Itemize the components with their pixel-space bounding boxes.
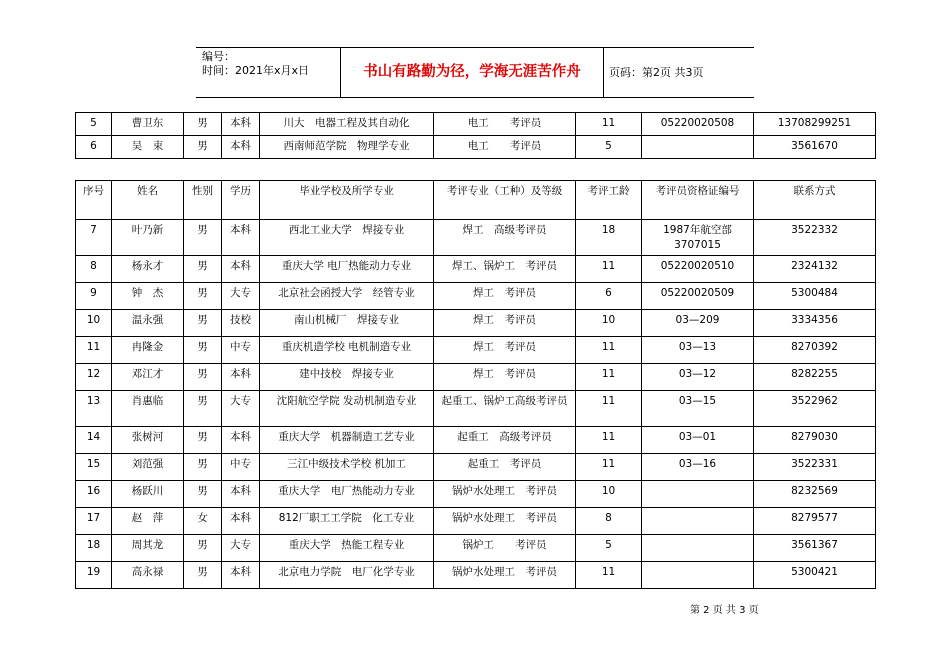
cell-index: 9 bbox=[76, 283, 112, 310]
cell-gender: 男 bbox=[184, 310, 222, 337]
cell-specialty: 焊工 考评员 bbox=[434, 364, 576, 391]
cell-specialty: 锅炉水处理工 考评员 bbox=[434, 508, 576, 535]
cell-contact: 3561367 bbox=[754, 535, 876, 562]
cell-gender: 男 bbox=[184, 136, 222, 159]
table-row bbox=[76, 256, 876, 283]
cell-specialty: 电工 考评员 bbox=[434, 113, 576, 136]
cell-contact: 3522331 bbox=[754, 454, 876, 481]
table-row bbox=[76, 337, 876, 364]
cell-name: 钟 杰 bbox=[112, 283, 184, 310]
cell-years: 8 bbox=[576, 508, 642, 535]
cell-index: 10 bbox=[76, 310, 112, 337]
cell-gender: 男 bbox=[184, 535, 222, 562]
table-row bbox=[76, 283, 876, 310]
cell-cert-number bbox=[642, 535, 754, 562]
cell-cert-number bbox=[642, 481, 754, 508]
cell-name: 邓江才 bbox=[112, 364, 184, 391]
cell-education: 本科 bbox=[222, 562, 260, 589]
cell-gender: 男 bbox=[184, 337, 222, 364]
cell-school-major: 沈阳航空学院 发动机制造专业 bbox=[260, 391, 434, 427]
cell-school-major: 建中技校 焊接专业 bbox=[260, 364, 434, 391]
cell-school-major: 重庆大学 机器制造工艺专业 bbox=[260, 427, 434, 454]
cell-contact: 3522962 bbox=[754, 391, 876, 427]
table-header-row bbox=[76, 181, 876, 220]
cell-index: 12 bbox=[76, 364, 112, 391]
cell-cert-number: 03—13 bbox=[642, 337, 754, 364]
cell-education: 技校 bbox=[222, 310, 260, 337]
column-header: 毕业学校及所学专业 bbox=[260, 181, 434, 220]
cell-gender: 男 bbox=[184, 562, 222, 589]
cell-index: 15 bbox=[76, 454, 112, 481]
table-top bbox=[75, 112, 876, 159]
cell-name: 吴 束 bbox=[112, 136, 184, 159]
cell-gender: 男 bbox=[184, 113, 222, 136]
cell-cert-number: 03—12 bbox=[642, 364, 754, 391]
table-row bbox=[76, 427, 876, 454]
cell-specialty: 起重工 考评员 bbox=[434, 454, 576, 481]
cell-cert-number: 03—01 bbox=[642, 427, 754, 454]
cell-gender: 男 bbox=[184, 220, 222, 256]
cell-index: 19 bbox=[76, 562, 112, 589]
cell-education: 本科 bbox=[222, 427, 260, 454]
column-header: 性别 bbox=[184, 181, 222, 220]
cell-name: 刘范强 bbox=[112, 454, 184, 481]
cell-education: 大专 bbox=[222, 535, 260, 562]
cell-name: 周其龙 bbox=[112, 535, 184, 562]
cell-name: 肖惠临 bbox=[112, 391, 184, 427]
cell-specialty: 起重工、锅炉工高级考评员 bbox=[434, 391, 576, 427]
table-row bbox=[76, 113, 876, 136]
cell-name: 温永强 bbox=[112, 310, 184, 337]
cell-specialty: 锅炉工 考评员 bbox=[434, 535, 576, 562]
cell-gender: 男 bbox=[184, 283, 222, 310]
cell-cert-number: 05220020509 bbox=[642, 283, 754, 310]
cell-years: 5 bbox=[576, 136, 642, 159]
table-row bbox=[76, 481, 876, 508]
cell-specialty: 焊工、锅炉工 考评员 bbox=[434, 256, 576, 283]
page-number-label: 页码：第2页 共3页 bbox=[609, 66, 704, 79]
cell-education: 中专 bbox=[222, 454, 260, 481]
cell-specialty: 焊工 考评员 bbox=[434, 310, 576, 337]
cell-years: 10 bbox=[576, 310, 642, 337]
cell-cert-number: 05220020510 bbox=[642, 256, 754, 283]
column-header: 考评工龄 bbox=[576, 181, 642, 220]
cell-index: 16 bbox=[76, 481, 112, 508]
column-header: 学历 bbox=[222, 181, 260, 220]
cell-contact: 3561670 bbox=[754, 136, 876, 159]
cell-index: 6 bbox=[76, 136, 112, 159]
cell-specialty: 电工 考评员 bbox=[434, 136, 576, 159]
cell-education: 大专 bbox=[222, 283, 260, 310]
cell-contact: 13708299251 bbox=[754, 113, 876, 136]
cell-education: 本科 bbox=[222, 508, 260, 535]
cell-gender: 男 bbox=[184, 427, 222, 454]
table-row bbox=[76, 391, 876, 427]
cell-years: 11 bbox=[576, 256, 642, 283]
cell-contact: 8232569 bbox=[754, 481, 876, 508]
cell-index: 8 bbox=[76, 256, 112, 283]
cell-school-major: 川大 电器工程及其自动化 bbox=[260, 113, 434, 136]
cell-name: 叶乃新 bbox=[112, 220, 184, 256]
cell-name: 曹卫东 bbox=[112, 113, 184, 136]
column-header: 考评专业（工种）及等级 bbox=[434, 181, 576, 220]
cell-years: 11 bbox=[576, 454, 642, 481]
cell-school-major: 南山机械厂 焊接专业 bbox=[260, 310, 434, 337]
cell-education: 本科 bbox=[222, 481, 260, 508]
cell-name: 赵 萍 bbox=[112, 508, 184, 535]
cell-years: 6 bbox=[576, 283, 642, 310]
cell-specialty: 焊工 考评员 bbox=[434, 337, 576, 364]
cell-school-major: 三江中级技术学校 机加工 bbox=[260, 454, 434, 481]
cell-name: 杨永才 bbox=[112, 256, 184, 283]
cell-years: 11 bbox=[576, 391, 642, 427]
cell-years: 10 bbox=[576, 481, 642, 508]
cell-contact: 3334356 bbox=[754, 310, 876, 337]
cell-specialty: 焊工 考评员 bbox=[434, 283, 576, 310]
cell-years: 11 bbox=[576, 562, 642, 589]
cell-education: 中专 bbox=[222, 337, 260, 364]
cell-cert-number: 1987年航空部3707015 bbox=[642, 220, 754, 256]
cell-education: 本科 bbox=[222, 256, 260, 283]
cell-education: 本科 bbox=[222, 113, 260, 136]
cell-cert-number: 05220020508 bbox=[642, 113, 754, 136]
cell-school-major: 重庆大学 热能工程专业 bbox=[260, 535, 434, 562]
cell-education: 本科 bbox=[222, 220, 260, 256]
page-footer: 第 2 页 共 3 页 bbox=[690, 605, 759, 616]
cell-school-major: 西北工业大学 焊接专业 bbox=[260, 220, 434, 256]
column-header: 联系方式 bbox=[754, 181, 876, 220]
cell-index: 13 bbox=[76, 391, 112, 427]
cell-index: 14 bbox=[76, 427, 112, 454]
cell-contact: 8279577 bbox=[754, 508, 876, 535]
page-header bbox=[196, 47, 754, 98]
cell-years: 18 bbox=[576, 220, 642, 256]
header-motto: 书山有路勤为径，学海无涯苦作舟 bbox=[340, 48, 604, 97]
cell-specialty: 锅炉水处理工 考评员 bbox=[434, 562, 576, 589]
cell-school-major: 重庆机造学校 电机制造专业 bbox=[260, 337, 434, 364]
cell-index: 7 bbox=[76, 220, 112, 256]
table-row bbox=[76, 220, 876, 256]
cell-contact: 8270392 bbox=[754, 337, 876, 364]
cell-name: 高永禄 bbox=[112, 562, 184, 589]
cell-gender: 男 bbox=[184, 391, 222, 427]
cell-contact: 8279030 bbox=[754, 427, 876, 454]
cell-years: 11 bbox=[576, 427, 642, 454]
cell-school-major: 812厂职工工学院 化工专业 bbox=[260, 508, 434, 535]
column-header: 姓名 bbox=[112, 181, 184, 220]
cell-gender: 男 bbox=[184, 481, 222, 508]
cell-school-major: 重庆大学 电厂热能动力专业 bbox=[260, 256, 434, 283]
table-row bbox=[76, 310, 876, 337]
cell-index: 11 bbox=[76, 337, 112, 364]
cell-school-major: 北京电力学院 电厂化学专业 bbox=[260, 562, 434, 589]
table-row bbox=[76, 136, 876, 159]
cell-specialty: 起重工 高级考评员 bbox=[434, 427, 576, 454]
cell-contact: 8282255 bbox=[754, 364, 876, 391]
table-row bbox=[76, 364, 876, 391]
cell-name: 杨跃川 bbox=[112, 481, 184, 508]
cell-contact: 5300484 bbox=[754, 283, 876, 310]
cell-gender: 男 bbox=[184, 364, 222, 391]
column-header: 序号 bbox=[76, 181, 112, 220]
cell-index: 17 bbox=[76, 508, 112, 535]
serial-label: 编号： bbox=[202, 50, 235, 63]
cell-contact: 3522332 bbox=[754, 220, 876, 256]
cell-name: 冉隆金 bbox=[112, 337, 184, 364]
cell-index: 18 bbox=[76, 535, 112, 562]
cell-years: 11 bbox=[576, 364, 642, 391]
cell-cert-number: 03—15 bbox=[642, 391, 754, 427]
table-row bbox=[76, 535, 876, 562]
cell-school-major: 重庆大学 电厂热能动力专业 bbox=[260, 481, 434, 508]
column-header: 考评员资格证编号 bbox=[642, 181, 754, 220]
cell-cert-number bbox=[642, 508, 754, 535]
table-row bbox=[76, 508, 876, 535]
cell-years: 11 bbox=[576, 113, 642, 136]
table-main bbox=[75, 180, 876, 589]
cell-years: 11 bbox=[576, 337, 642, 364]
cell-years: 5 bbox=[576, 535, 642, 562]
cell-cert-number bbox=[642, 562, 754, 589]
cell-cert-number bbox=[642, 136, 754, 159]
cell-specialty: 锅炉水处理工 考评员 bbox=[434, 481, 576, 508]
cell-contact: 2324132 bbox=[754, 256, 876, 283]
cell-education: 本科 bbox=[222, 136, 260, 159]
cell-name: 张树河 bbox=[112, 427, 184, 454]
cell-cert-number: 03—16 bbox=[642, 454, 754, 481]
cell-index: 5 bbox=[76, 113, 112, 136]
cell-specialty: 焊工 高级考评员 bbox=[434, 220, 576, 256]
cell-cert-number: 03—209 bbox=[642, 310, 754, 337]
table-row bbox=[76, 454, 876, 481]
table-row bbox=[76, 562, 876, 589]
cell-education: 本科 bbox=[222, 364, 260, 391]
time-label: 时间：2021年x月x日 bbox=[202, 64, 310, 77]
cell-gender: 女 bbox=[184, 508, 222, 535]
cell-gender: 男 bbox=[184, 454, 222, 481]
cell-education: 大专 bbox=[222, 391, 260, 427]
cell-school-major: 西南师范学院 物理学专业 bbox=[260, 136, 434, 159]
header-info bbox=[202, 50, 340, 78]
cell-gender: 男 bbox=[184, 256, 222, 283]
cell-contact: 5300421 bbox=[754, 562, 876, 589]
cell-school-major: 北京社会函授大学 经管专业 bbox=[260, 283, 434, 310]
